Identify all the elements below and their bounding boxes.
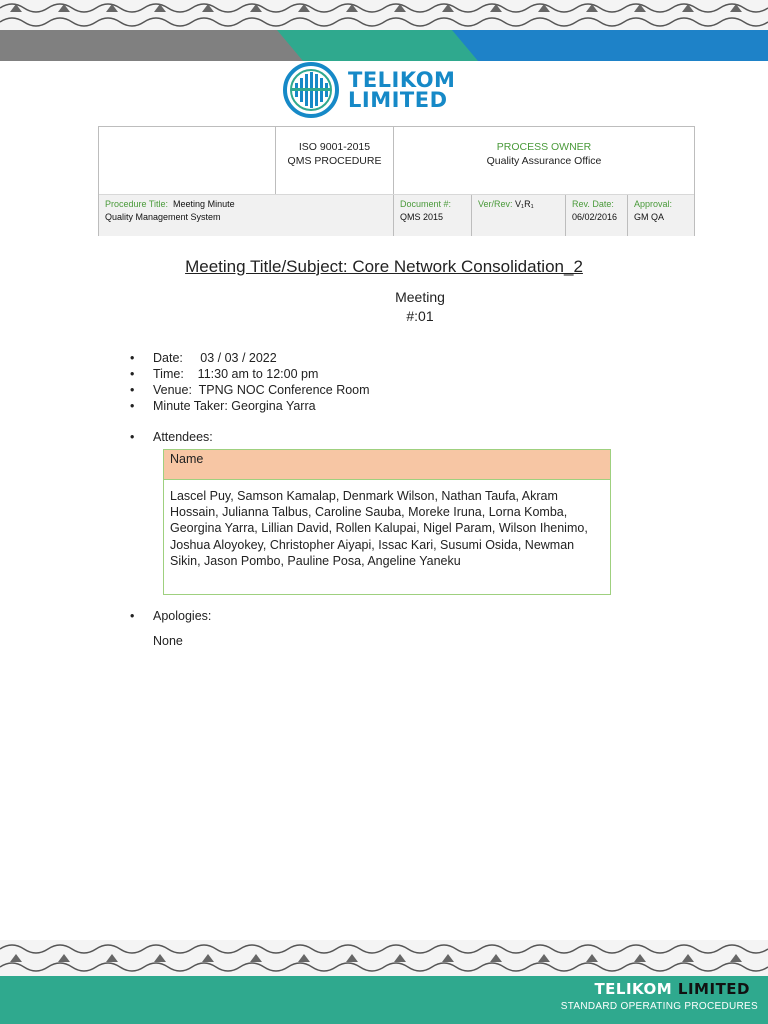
- bottom-decorative-pattern: [0, 940, 768, 976]
- iso-text: ISO 9001-2015: [298, 141, 371, 153]
- footer-brand: [594, 980, 750, 998]
- version-value: V₁R₁: [515, 199, 534, 209]
- document-header-table: [98, 126, 695, 236]
- footer-bar: [0, 976, 768, 1024]
- approval-cell: [628, 195, 694, 236]
- header-process-owner-cell: [394, 127, 694, 194]
- footer-subtitle: STANDARD OPERATING PROCEDURES: [560, 1001, 758, 1012]
- attendees-table-header: Name: [164, 450, 610, 480]
- telikom-logo: [282, 60, 482, 120]
- procedure-title-label: Procedure Title:: [105, 199, 169, 209]
- rev-date-label: Rev. Date:: [572, 199, 614, 209]
- process-owner-label: PROCESS OWNER: [496, 141, 592, 153]
- top-color-bar: [0, 30, 768, 61]
- date-item: • Date: 03 / 03 / 2022: [130, 350, 370, 366]
- meeting-details-list: [130, 350, 370, 414]
- time-item: • Time: 11:30 am to 12:00 pm: [130, 366, 370, 382]
- meeting-number-value: #:01: [406, 308, 434, 324]
- approval-label: Approval:: [634, 199, 673, 209]
- footer-brand-telikom: TELIKOM: [594, 980, 673, 998]
- procedure-subtitle: Quality Management System: [105, 212, 221, 222]
- apologies-value: None: [153, 634, 183, 648]
- version-label: Ver/Rev:: [478, 199, 513, 209]
- approval-value: GM QA: [634, 212, 665, 222]
- venue-item: • Venue: TPNG NOC Conference Room: [130, 382, 370, 398]
- logo-line1: TELIKOM: [348, 68, 456, 92]
- attendees-names: Lascel Puy, Samson Kamalap, Denmark Wilson, Nathan Taufa, Akram Hossain, Julianna Talbus, Caroline Sauba, Moreke Iruna, Lorna Komba, Georgina Yarra, Lillian David, Rollen Kalupai, Nigel Param, Wilson Ihenimo, Joshua Aloyokey, Christopher Aiyapi, Issac Kari, Susumi Osida, Newman Sikin, Jason Pombo, Pauline Posa, Angeline Yaneku: [170, 489, 588, 568]
- header-iso-cell: [276, 127, 394, 194]
- telikom-logo-icon: [282, 61, 340, 119]
- top-bar-blue-stripe: [452, 30, 768, 61]
- apologies-label: • Apologies:: [130, 608, 211, 624]
- attendees-table: [163, 449, 611, 595]
- document-number-value: QMS 2015: [400, 212, 444, 222]
- meeting-title: [0, 257, 768, 277]
- document-number-cell: [394, 195, 472, 236]
- meeting-number-label: Meeting: [395, 289, 445, 305]
- header-blank-cell: [99, 127, 276, 194]
- procedure-title-value: Meeting Minute: [173, 199, 235, 209]
- document-number-label: Document #:: [400, 199, 452, 209]
- minute-taker-item: • Minute Taker: Georgina Yarra: [130, 398, 370, 414]
- qms-procedure-text: QMS PROCEDURE: [287, 155, 382, 167]
- footer-brand-limited: LIMITED: [677, 980, 750, 998]
- rev-date-cell: [566, 195, 628, 236]
- process-owner-value: Quality Assurance Office: [486, 155, 602, 167]
- telikom-logo-text: [348, 70, 455, 110]
- procedure-title-cell: [99, 195, 394, 236]
- attendees-label: • Attendees:: [130, 429, 213, 445]
- version-cell: [472, 195, 566, 236]
- top-decorative-pattern: [0, 0, 768, 30]
- meeting-title-text: Meeting Title/Subject: Core Network Consolidation_2: [185, 257, 583, 276]
- meeting-number: [0, 288, 768, 326]
- header-info-row: [99, 194, 694, 236]
- logo-line2: LIMITED: [348, 88, 448, 112]
- rev-date-value: 06/02/2016: [572, 212, 618, 222]
